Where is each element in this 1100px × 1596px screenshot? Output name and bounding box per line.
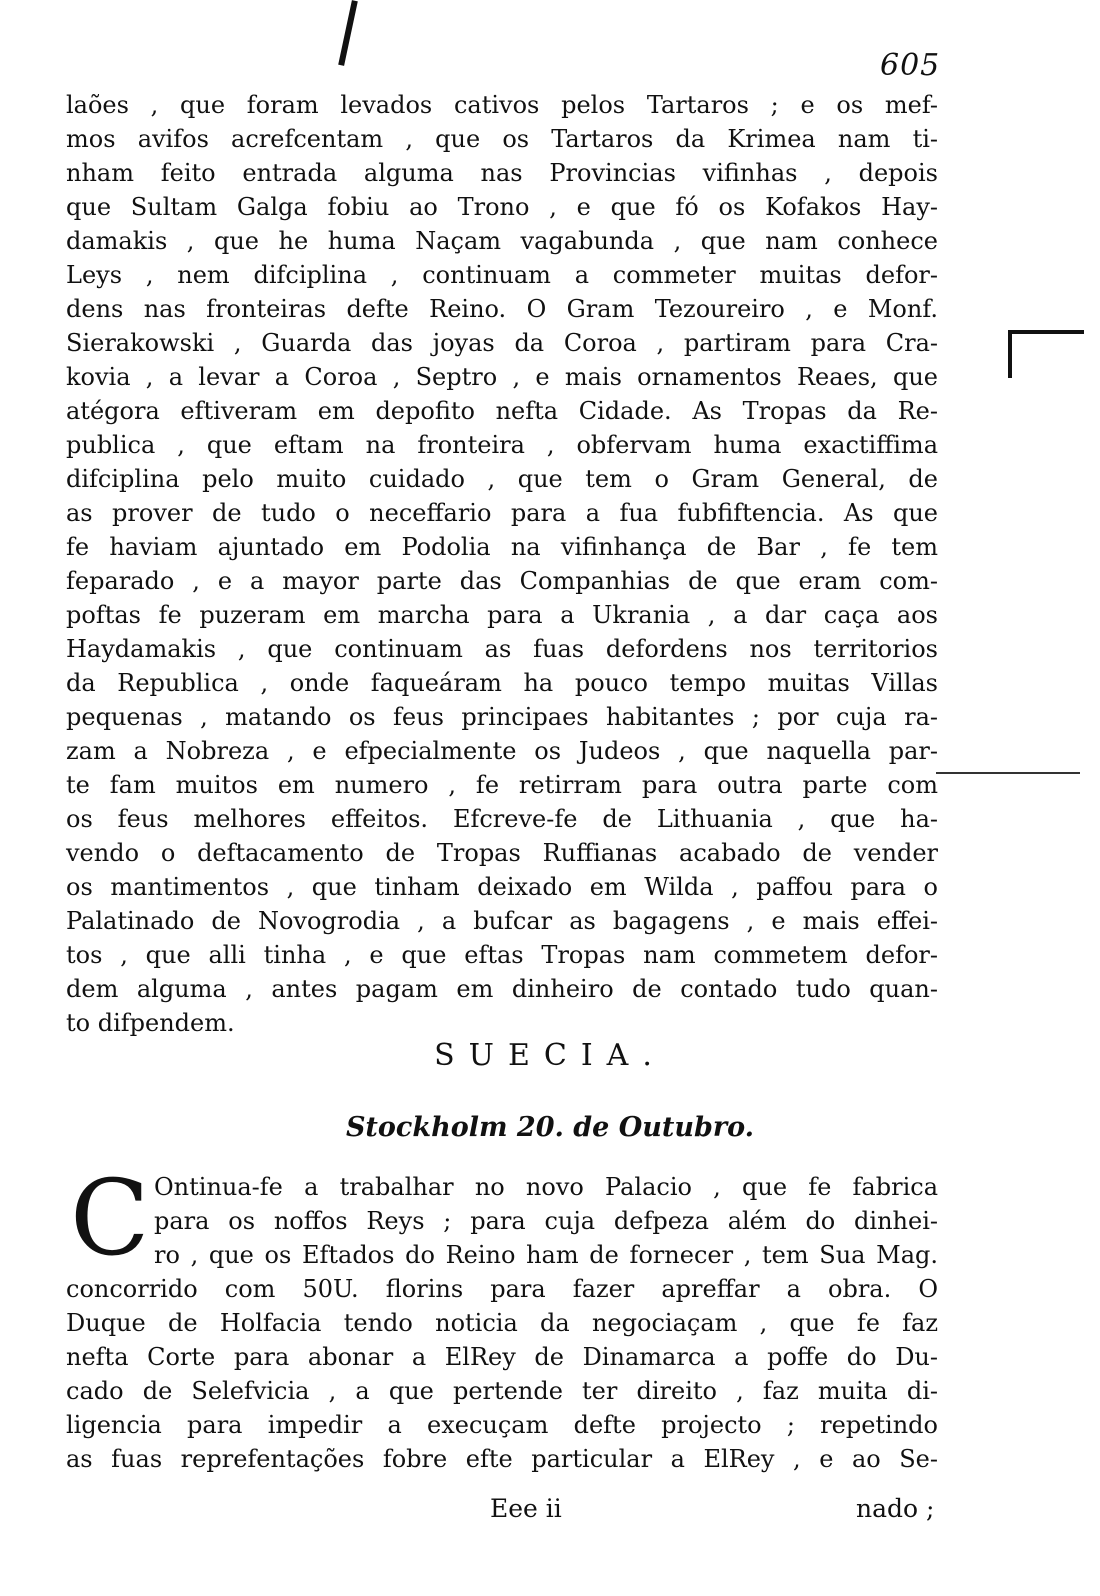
text-line: dem alguma , antes pagam em dinheiro de contado tudo quan- bbox=[66, 975, 938, 1003]
text-line: as fuas reprefentações fobre efte particular a ElRey , e ao Se- bbox=[66, 1445, 938, 1473]
text-line: nham feito entrada alguma nas Provincias vifinhas , depois bbox=[66, 159, 938, 187]
text-line: dens nas fronteiras defte Reino. O Gram Tezoureiro , e Monf. bbox=[66, 295, 938, 323]
text-line: Sierakowski , Guarda das joyas da Coroa , partiram para Cra- bbox=[66, 329, 938, 357]
text-line: Haydamakis , que continuam as fuas defordens nos territorios bbox=[66, 635, 938, 663]
text-line: as prover de tudo o neceffario para a fua fubfiftencia. As que bbox=[66, 499, 938, 527]
text-line: os mantimentos , que tinham deixado em Wilda , paffou para o bbox=[66, 873, 938, 901]
text-line: kovia , a levar a Coroa , Septro , e mais ornamentos Reaes, que bbox=[66, 363, 938, 391]
text-line: Palatinado de Novogrodia , a bufcar as bagagens , e mais effei- bbox=[66, 907, 938, 935]
text-line: ro , que os Eftados do Reino ham de fornecer , tem Sua Mag. bbox=[154, 1241, 938, 1269]
text-line: difciplina pelo muito cuidado , que tem o Gram General, de bbox=[66, 465, 938, 493]
drop-cap: C bbox=[70, 1157, 150, 1279]
text-line: to difpendem. bbox=[66, 1009, 235, 1037]
text-line: fe haviam ajuntado em Podolia na vifinhança de Bar , fe tem bbox=[66, 533, 938, 561]
text-line: atégora eftiveram em depofito nefta Cidade. As Tropas da Re- bbox=[66, 397, 938, 425]
text-line: te fam muitos em numero , fe retirram para outra parte com bbox=[66, 771, 938, 799]
text-line: pequenas , matando os feus principaes habitantes ; por cuja ra- bbox=[66, 703, 938, 731]
text-line: cado de Selefvicia , a que pertende ter direito , faz muita di- bbox=[66, 1377, 938, 1405]
second-paragraph bbox=[66, 1157, 938, 1476]
text-line: Ontinua-fe a trabalhar no novo Palacio , que fe fabrica bbox=[154, 1173, 938, 1201]
catchword: nado ; bbox=[856, 1494, 935, 1523]
text-line: os feus melhores effeitos. Efcreve-fe de Lithuania , que ha- bbox=[66, 805, 938, 833]
text-line: Duque de Holfacia tendo noticia da negociaçam , que fe faz bbox=[66, 1309, 938, 1337]
text-line: damakis , que he huma Naçam vagabunda , que nam conhece bbox=[66, 227, 938, 255]
text-line: concorrido com 50U. florins para fazer apreffar a obra. O bbox=[66, 1275, 938, 1303]
text-line: mos avifos acrefcentam , que os Tartaros da Krimea nam ti- bbox=[66, 125, 938, 153]
text-line: que Sultam Galga fobiu ao Trono , e que fó os Kofakos Hay- bbox=[66, 193, 938, 221]
text-line: poftas fe puzeram em marcha para a Ukrania , a dar caça aos bbox=[66, 601, 938, 629]
text-line: zam a Nobreza , e efpecialmente os Judeos , que naquella par- bbox=[66, 737, 938, 765]
signature-mark: Eee ii bbox=[490, 1494, 562, 1523]
text-line: ligencia para impedir a execuçam defte projecto ; repetindo bbox=[66, 1411, 938, 1439]
text-line: Leys , nem difciplina , continuam a commeter muitas defor- bbox=[66, 261, 938, 289]
text-line: vendo o deftacamento de Tropas Ruffianas acabado de vender bbox=[66, 839, 938, 867]
text-line: laões , que foram levados cativos pelos Tartaros ; e os mef- bbox=[66, 91, 938, 119]
page-edge-rule bbox=[936, 772, 1080, 774]
text-line: para os noffos Reys ; para cuja defpeza além do dinhei- bbox=[154, 1207, 938, 1235]
section-heading: SUECIA. bbox=[434, 1038, 666, 1073]
text-line: feparado , e a mayor parte das Companhias de que eram com- bbox=[66, 567, 938, 595]
text-line: tos , que alli tinha , e que eftas Tropas nam commetem defor- bbox=[66, 941, 938, 969]
text-line: da Republica , onde faqueáram ha pouco tempo muitas Villas bbox=[66, 669, 938, 697]
top-paragraph bbox=[66, 88, 938, 1040]
dateline: Stockholm 20. de Outubro. bbox=[345, 1112, 755, 1143]
ink-smudge-top bbox=[338, 0, 358, 66]
text-line: nefta Corte para abonar a ElRey de Dinamarca a poffe do Du- bbox=[66, 1343, 938, 1371]
page-number: 605 bbox=[880, 48, 941, 83]
page-edge-bracket bbox=[1008, 330, 1084, 378]
text-line: publica , que eftam na fronteira , obfervam huma exactiffima bbox=[66, 431, 938, 459]
